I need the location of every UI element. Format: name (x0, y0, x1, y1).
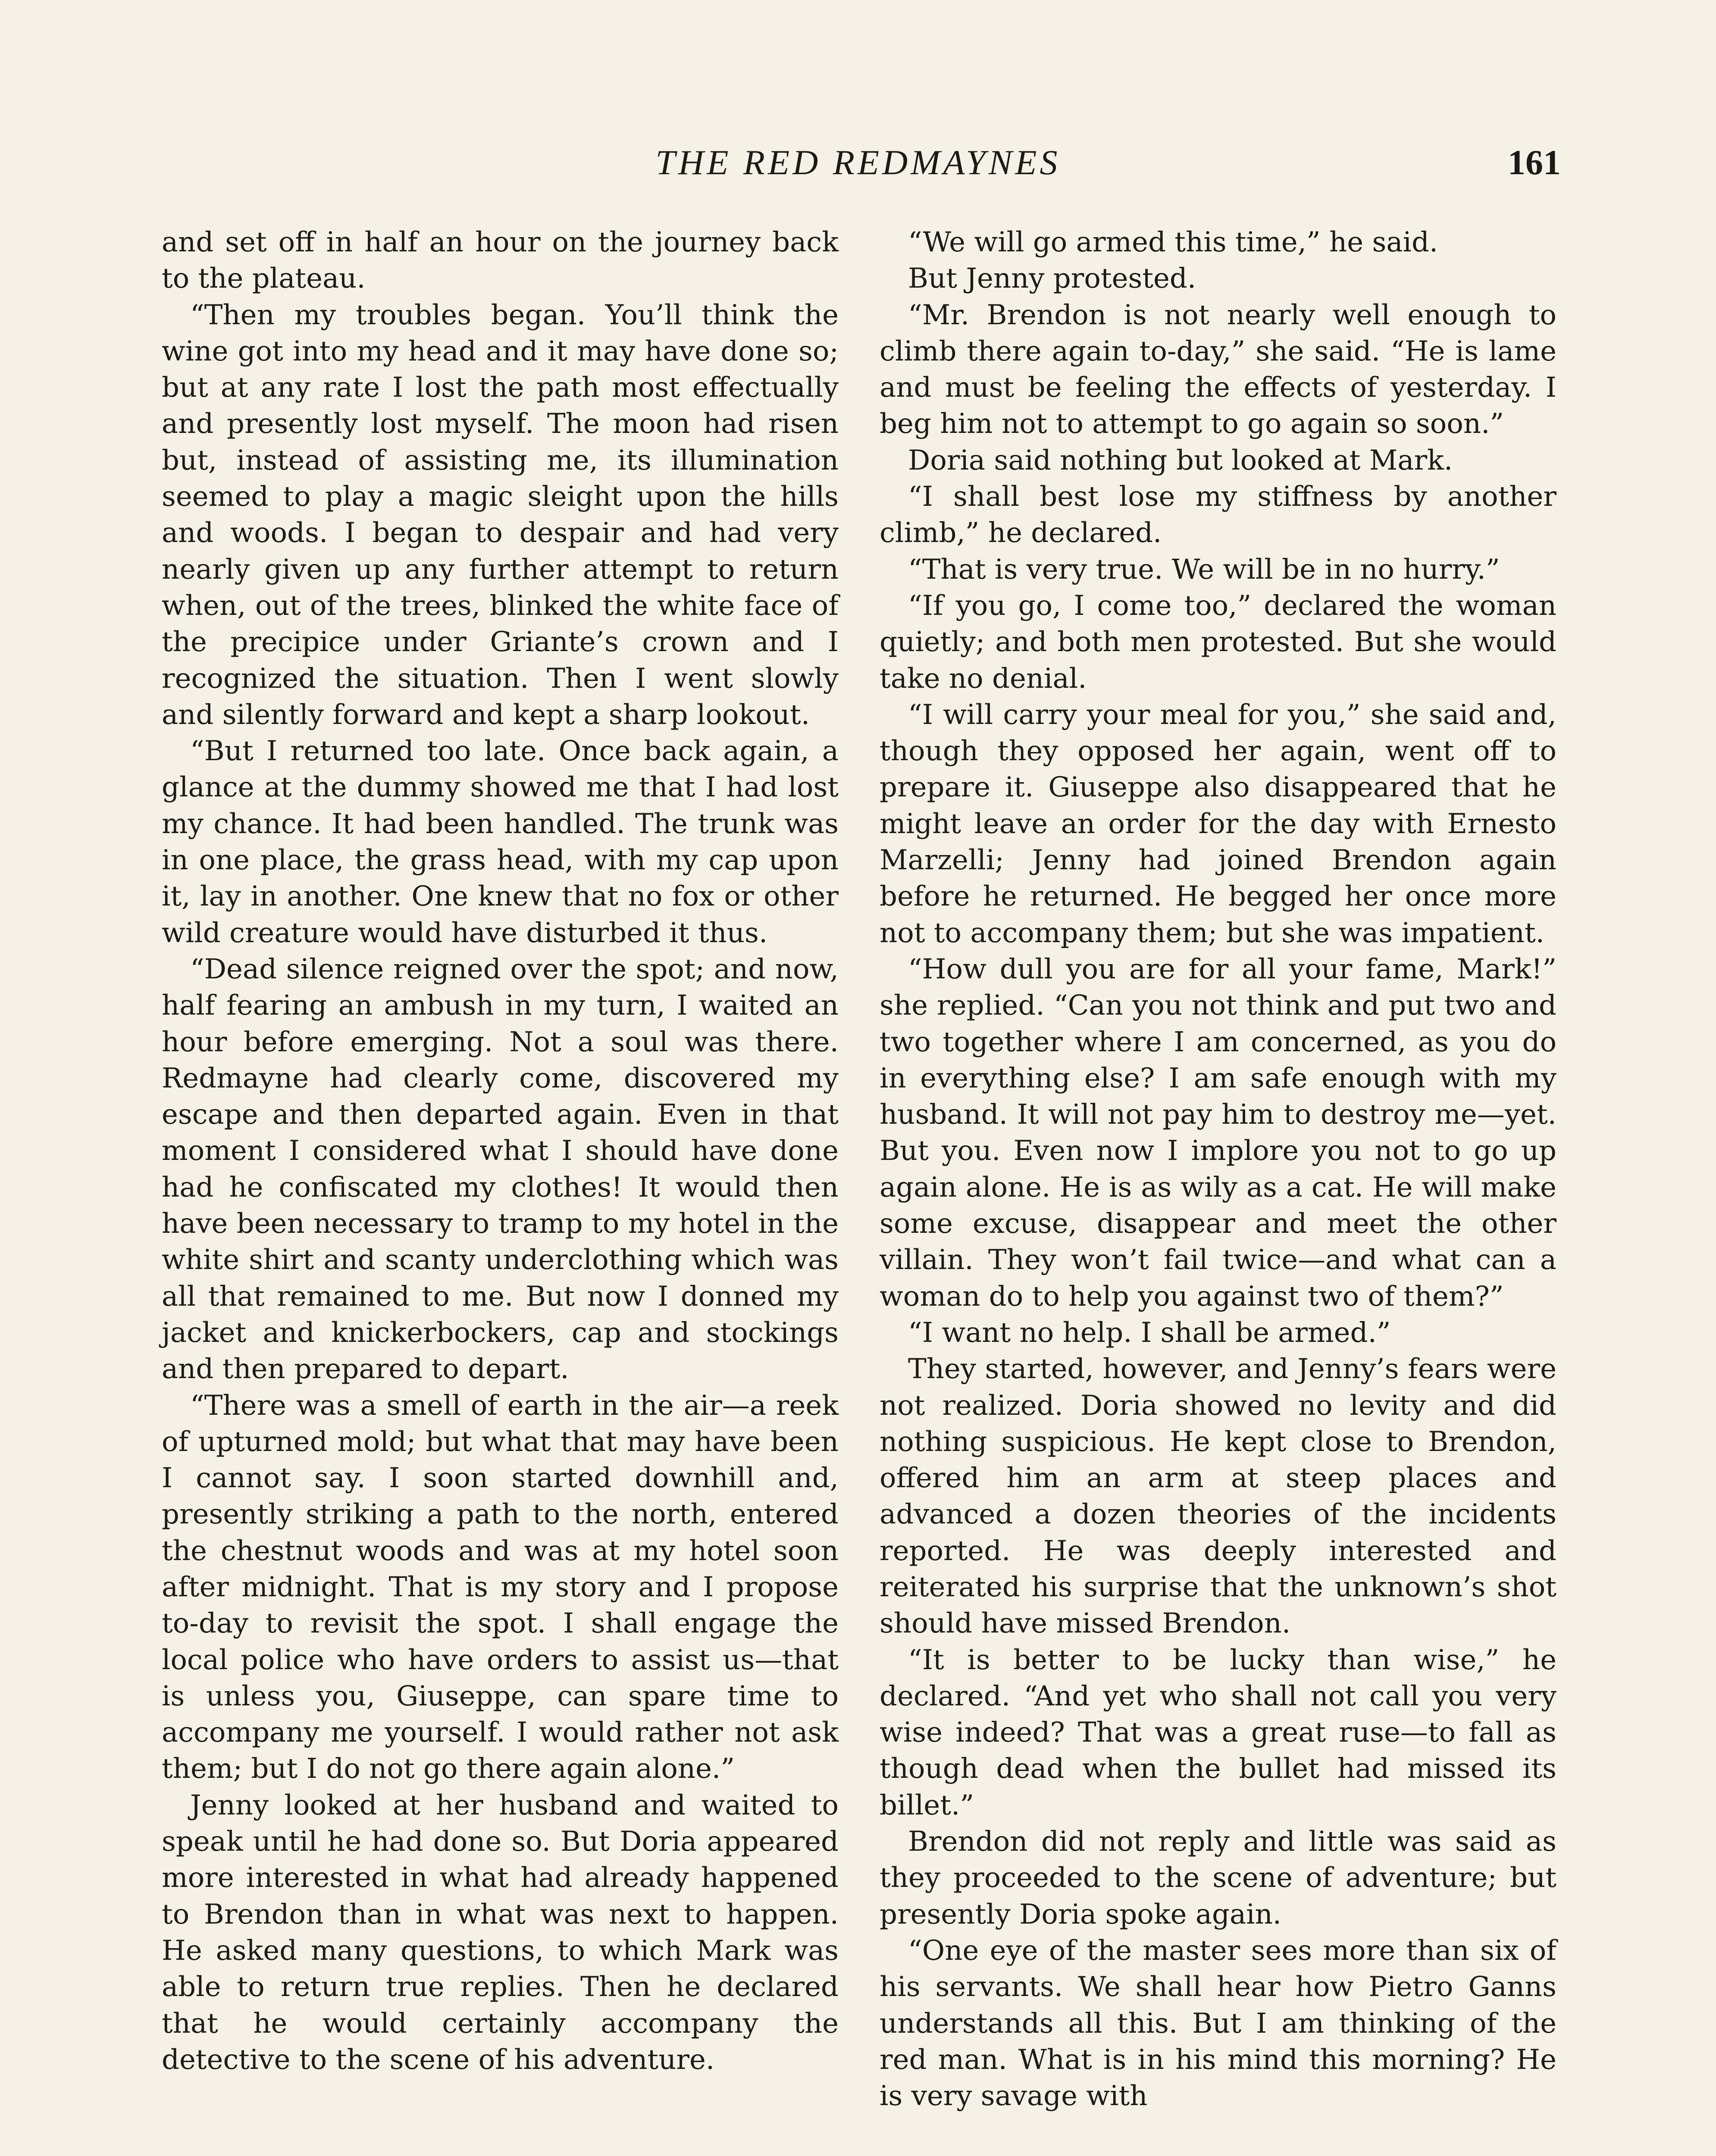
paragraph: “One eye of the master sees more than six of his servants. We shall hear how Pietro Ganns understands all this. But I am thinking of the red man. What is in his mind this morning? He is very savage with (880, 1934, 1556, 2112)
paragraph: Doria said nothing but looked at Mark. (908, 444, 1453, 476)
paragraph: “Mr. Brendon is not nearly well enough to climb there again to-day,” she said. “He is lame and must be feeling the effects of yesterday. I beg him not to attempt to go again so soon.” (880, 299, 1556, 440)
paragraph: “But I returned too late. Once back again, a glance at the dummy showed me that I had lost my chance. It had been handled. The trunk was in one place, the grass head, with my cap upon it, lay in another. One knew that no fox or other wild creature would have disturbed it thus. (162, 735, 839, 949)
paragraph: “There was a smell of earth in the air—a reek of upturned mold; but what that may have been I cannot say. I soon started downhill and, presently striking a path to the north, entered the chestnut woods and was at my hotel soon after midnight. That is my story and I propose to-day to revisit the spot. I shall engage the local police who have orders to assist us—that is unless you, Giuseppe, can spare time to accompany me yourself. I would rather not ask them; but I do not go there again alone.” (162, 1389, 839, 1785)
paragraph: But Jenny protested. (908, 263, 1196, 295)
paragraph: “Dead silence reigned over the spot; and now, half fearing an ambush in my turn, I waited an hour before emerging. Not a soul was there. Redmayne had clearly come, discovered my escape and then departed again. Even in that moment I considered what I should have done had he confiscated my clothes! It would then have been necessary to tramp to my hotel in the white shirt and scanty underclothing which was all that remained to me. But now I donned my jacket and knickerbockers, cap and stockings and then prepared to depart. (162, 953, 839, 1385)
paragraph: Jenny looked at her husband and waited to speak until he had done so. But Doria appeared more interested in what had already happened to Brendon than in what was next to happen. He asked many questions, to which Mark was able to return true replies. Then he declared that he would certainly accompany the detective to the scene of his adventure. (162, 1789, 839, 2076)
paragraph: “I shall best lose my stiffness by another climb,” he declared. (880, 481, 1556, 549)
paragraph: They started, however, and Jenny’s fears were not realized. Doria showed no levity and did nothing suspicious. He kept close to Brendon, offered him an arm at steep places and advanced a dozen theories of the incidents reported. He was deeply interested and reiterated his surprise that the unknown’s shot should have missed Brendon. (880, 1353, 1556, 1640)
paragraph: “That is very true. We will be in no hurry.” (908, 553, 1500, 586)
paragraph: “I will carry your meal for you,” she said and, though they opposed her again, went off to prepare it. Giuseppe also disappeared that he might leave an order for the day with Ernesto Marzelli; Jenny had joined Brendon again before he returned. He begged her once more not to accompany them; but she was impatient. (880, 699, 1556, 949)
paragraph: and set off in half an hour on the journey back to the plateau. (162, 226, 839, 295)
right-column (880, 224, 1556, 2156)
paragraph: “I want no help. I shall be armed.” (908, 1316, 1391, 1349)
running-title: THE RED REDMAYNES (655, 143, 1061, 182)
paragraph: Brendon did not reply and little was said as they proceeded to the scene of adventure; but presently Doria spoke again. (880, 1826, 1556, 1930)
paragraph: “If you go, I come too,” declared the woman quietly; and both men protested. But she would take no denial. (880, 589, 1556, 695)
page-header (155, 142, 1561, 194)
paragraph: “How dull you are for all your fame, Mark!” she replied. “Can you not think and put two and two together where I am concerned, as you do in everything else? I am safe enough with my husband. It will not pay him to destroy me—yet. But you. Even now I implore you not to go up again alone. He is as wily as a cat. He will make some excuse, disappear and meet the other villain. They won’t fail twice—and what can a woman do to help you against two of them?” (880, 953, 1556, 1313)
page-number: 161 (1508, 143, 1561, 182)
left-column (162, 224, 839, 2156)
paragraph: “Then my troubles began. You’ll think the wine got into my head and it may have done so; but at any rate I lost the path most effectually and presently lost myself. The moon had risen but, instead of assisting me, its illumination seemed to play a magic sleight upon the hills and woods. I began to despair and had very nearly given up any further attempt to return when, out of the trees, blinked the white face of the precipice under Griante’s crown and I recognized the situation. Then I went slowly and silently forward and kept a sharp lookout. (162, 299, 839, 731)
paragraph: “It is better to be lucky than wise,” he declared. “And yet who shall not call you very wise indeed? That was a great ruse—to fall as though dead when the bullet had missed its billet.” (880, 1644, 1556, 1821)
paragraph: “We will go armed this time,” he said. (908, 226, 1438, 258)
